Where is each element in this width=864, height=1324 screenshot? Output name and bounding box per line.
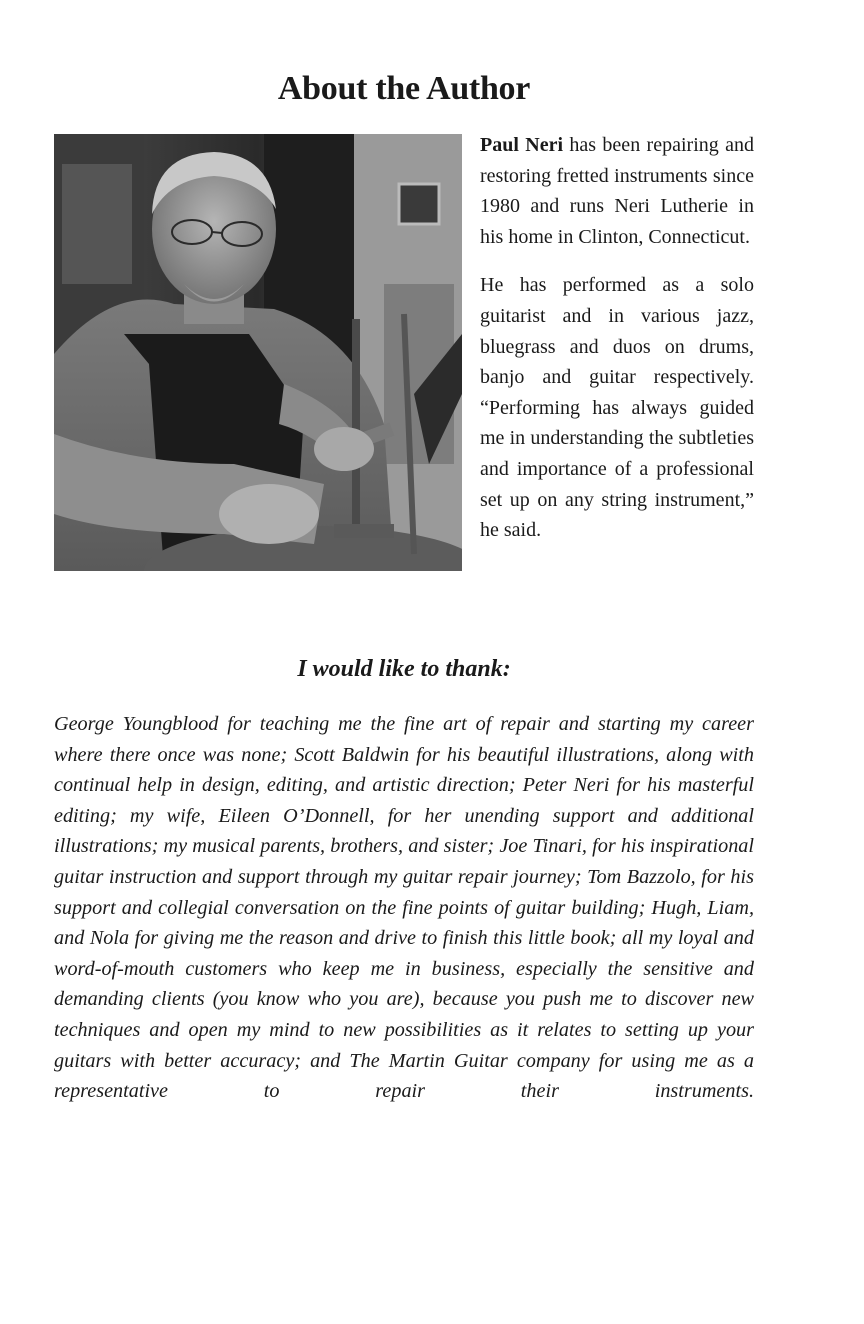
thanks-body: George Youngblood for teaching me the fine art of repair and starting my career where there once was none; Scott Baldwin for his beautiful illustrations, along with continual help in design, editing, and artistic direction; Peter Neri for his masterful editing; my wife, Eileen O’Donnell, for her unending support and additional illustrations; my musical parents, brothers, and sister; Joe Tinari, for his inspirational guitar instruction and support through my guitar repair journey; Tom Bazzolo, for his support and collegial conversation on the fine points of guitar building; Hugh, Liam, and Nola for giving me the reason and drive to finish this little book; all my loyal and word-of-mouth customers who keep me in business, especially the sensitive and demanding clients (you know who you are), because you push me to discover new techniques and open my mind to new possibilities as it relates to setting up your guitars with better accuracy; and The Martin Guitar company for using me as a representative to repair their instruments.	[54, 713, 754, 1103]
bio-paragraph-1-text: has been repairing and restoring fretted instruments since 1980 and runs Neri Lutherie in his home in Clinton, Connecticut.	[480, 134, 754, 248]
bio-paragraph-2: He has performed as a solo guitarist and in various jazz, bluegrass and duos on drums, banjo and guitar respectively. “Performing has always guided me in understanding the subtleties and importance of a professional set up on any string instrument,” he said.	[480, 274, 754, 542]
author-photo	[54, 134, 462, 571]
author-bio	[480, 130, 754, 564]
thanks-heading: I would like to thank:	[297, 656, 511, 682]
author-name: Paul Neri	[480, 134, 564, 156]
bio-paragraph-1	[480, 130, 754, 252]
page-title: About the Author	[277, 70, 531, 107]
